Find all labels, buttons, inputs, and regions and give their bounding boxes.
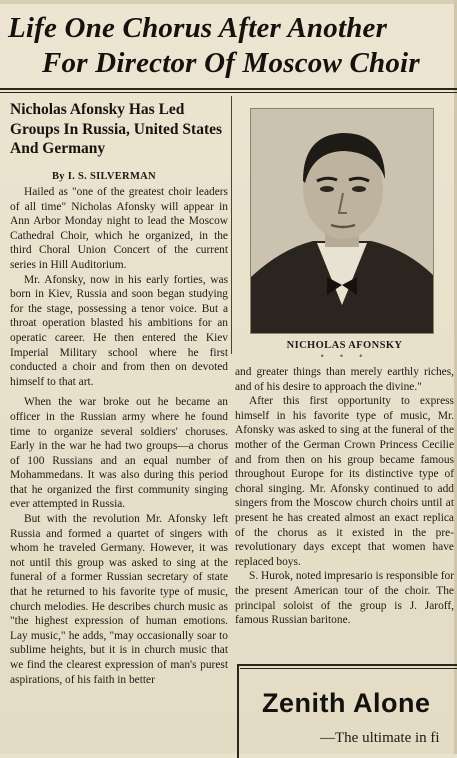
page-top-edge <box>0 0 457 4</box>
headline-line-2: For Director Of Moscow Choir <box>42 47 420 79</box>
paragraph: When the war broke out he became an officer in the Russian army where he found time to organize several soldiers' choruses. Early in the war he had two groups—a chorus of 100 Russians and an equal number of Mohammedans. It was also during this period that he organized the first community singing ever attempted in Russia. <box>10 396 228 511</box>
headline-rule <box>0 88 457 90</box>
photo-caption: NICHOLAS AFONSKY <box>286 340 403 351</box>
caption-ornament: • • • <box>319 352 370 361</box>
advertisement-title: Zenith Alone <box>262 688 431 718</box>
paragraph: Hailed as "one of the greatest choir leaders of all time" Nicholas Afonsky will appear in Ann Arbor Monday night to lead the Moscow Cathedral Choir, which he organized, in the third Choral Union Concert of the current series in Hill Auditorium. <box>10 186 228 271</box>
article-column-2 <box>235 365 454 628</box>
paragraph: But with the revolution Mr. Afonsky left Russia and formed a quartet of singers with whom he traveled Germany. However, it was not until this group was asked to sing at the funeral of a former Russian secretary of state that he returned to his favorite type of music, church melodies. He describes church music as "the highest expression of human emotions. Lay music," he adds, "may occasionally soar to sublime heights, but it is in church music that we find the clearest expression of man's purest aspirations, of his faith in better <box>10 513 228 686</box>
headline-line-1: Life One Chorus After Another <box>8 12 388 44</box>
paragraph: After this first opportunity to express himself in his favorite type of music, Mr. Afonsky was asked to sing at the funeral of the mother of the German Crown Princess Cecilie and from then on his group became famous throughout Europe for its distinctive type of choral singing. Mr. Afonsky continued to add singers from the Moscow church choirs until at present he has created almost an exact replica of the chorus as it existed in the pre-revolutionary days except that women have replaced boys. <box>235 395 454 568</box>
article-column-1 <box>10 185 228 687</box>
portrait-image <box>251 109 433 333</box>
subheadline: Nicholas Afonsky Has Led Groups In Russia, United States And Germany <box>10 101 223 157</box>
advertisement-rule <box>240 668 457 669</box>
paragraph: and greater things than merely earthly riches, and of his desire to approach the divine." <box>235 366 454 393</box>
advertisement-subtitle: —The ultimate in fi <box>320 730 440 746</box>
portrait-photo <box>250 108 434 334</box>
paragraph: S. Hurok, noted impresario is responsible for the present American tour of the choir. The principal soloist of the group is J. Jaroff, famous Russian baritone. <box>235 570 454 627</box>
byline: By I. S. SILVERMAN <box>52 171 156 182</box>
column-divider <box>231 96 232 354</box>
paragraph: Mr. Afonsky, now in his early forties, was born in Kiev, Russia and soon began studying for the stage, possessing a tenor voice. But a throat operation blasted his ambitions for an operatic career. He then entered the Kiev Imperial Military school where he first conducted a choir and from then on devoted himself to that art. <box>10 273 228 388</box>
headline-rule-thin <box>0 92 457 93</box>
